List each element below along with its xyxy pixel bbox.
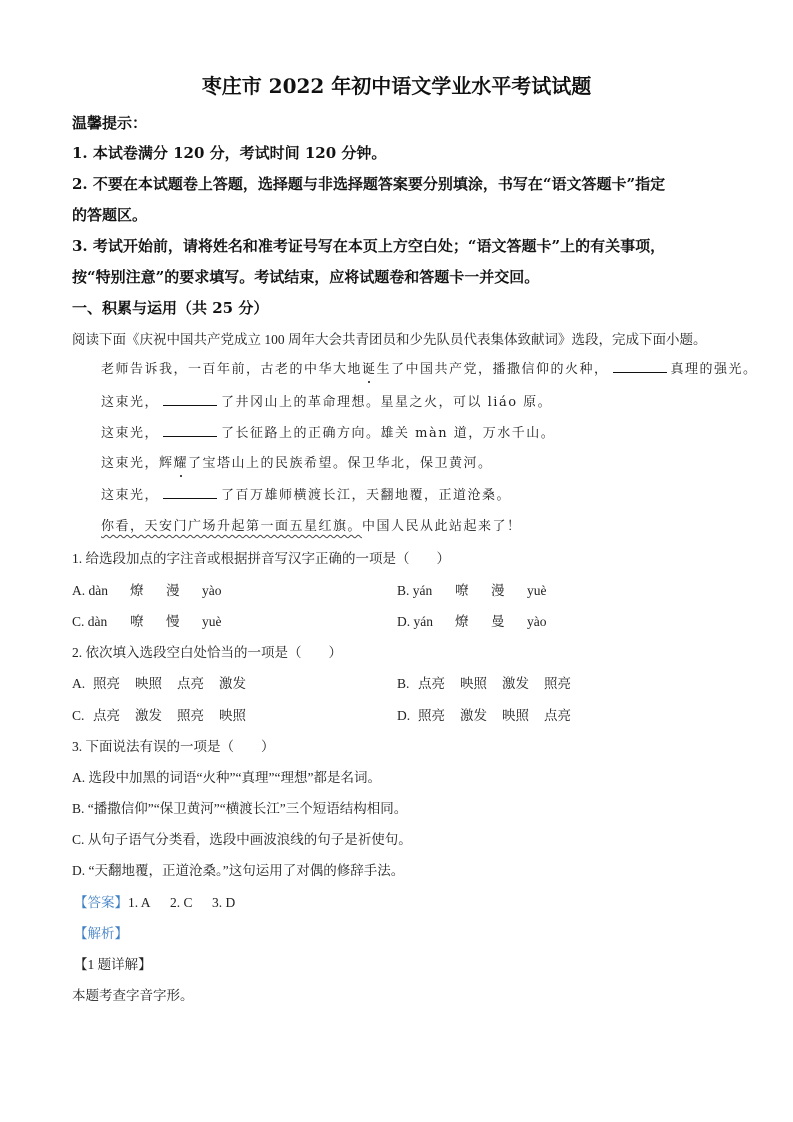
passage-paragraph-6: 你看，天安门广场升起第一面五星红旗。中国人民从此站起来了！ [101, 519, 522, 534]
analysis-label: 【解析】 [74, 926, 128, 941]
notice-item-3: 3. 考试开始前，请将姓名和准考证号写在本页上方空白处；“语文答题卡”上的有关事项， [72, 237, 666, 255]
fill-blank-1 [613, 360, 667, 373]
fill-blank-3 [163, 424, 217, 437]
dotted-char: 耀 [173, 456, 189, 471]
dotted-char: 诞 [362, 362, 377, 377]
q2-option-b: B. 点亮 映照 激发 照亮 [397, 676, 571, 691]
wavy-underlined-sentence: 你看，天安门广场升起第一面五星红旗。 [101, 519, 363, 534]
passage-paragraph-1: 老师告诉我，一百年前，古老的中华大地诞生了中国共产党，播撒信仰的火种， 真理的强光。 [101, 362, 758, 377]
fill-blank-4 [163, 486, 217, 499]
notice-item-2: 2. 不要在本试题卷上答题，选择题与非选择题答案要分别填涂，书写在“语文答题卡”指定 [72, 175, 666, 193]
q1-option-a: A. dàn 燎 漫 yào [72, 583, 222, 598]
notice-item-2-cont: 的答题区。 [72, 206, 148, 224]
passage-paragraph-4: 这束光，辉耀了宝塔山上的民族希望。保卫华北，保卫黄河。 [101, 456, 493, 471]
q3-option-d: D. “天翻地覆，正道沧桑。”这句运用了对偶的修辞手法。 [72, 863, 405, 878]
fill-blank-2 [163, 393, 217, 406]
question-2-stem: 2. 依次填入选段空白处恰当的一项是（ ） [72, 645, 342, 660]
q3-option-c: C. 从句子语气分类看，选段中画波浪线的句子是祈使句。 [72, 832, 412, 847]
detail-text: 本题考查字音字形。 [72, 988, 194, 1003]
passage-intro: 阅读下面《庆祝中国共产党成立 100 周年大会共青团员和少先队员代表集体致献词》选段，完成下面小题。 [72, 332, 707, 347]
notice-heading: 温馨提示： [72, 114, 148, 132]
detail-heading: 【1 题详解】 [74, 957, 152, 972]
q1-option-d: D. yán 燎 曼 yào [397, 614, 547, 629]
notice-item-1: 1. 本试卷满分 120 分，考试时间 120 分钟。 [72, 144, 387, 162]
q2-option-c: C. 点亮 激发 照亮 映照 [72, 708, 246, 723]
q2-option-d: D. 照亮 激发 映照 点亮 [397, 708, 571, 723]
q2-option-a: A. 照亮 映照 点亮 激发 [72, 676, 246, 691]
passage-paragraph-5: 这束光， 了百万雄师横渡长江，天翻地覆，正道沧桑。 [101, 488, 512, 503]
page-title: 枣庄市 2022 年初中语文学业水平考试试题 [201, 74, 592, 98]
notice-item-3-cont: 按“特别注意”的要求填写。考试结束，应将试题卷和答题卡一并交回。 [72, 268, 540, 286]
q1-option-c: C. dàn 嘹 慢 yuè [72, 614, 222, 629]
q3-option-a: A. 选段中加黑的词语“火种”“真理”“理想”都是名词。 [72, 770, 381, 785]
section-heading: 一、积累与运用（共 25 分） [72, 299, 269, 317]
passage-paragraph-2: 这束光， 了井冈山上的革命理想。星星之火，可以 liáo 原。 [101, 395, 553, 410]
question-3-stem: 3. 下面说法有误的一项是（ ） [72, 739, 275, 754]
answer-line: 【答案】1. A 2. C 3. D [74, 895, 236, 910]
question-1-stem: 1. 给选段加点的字注音或根据拼音写汉字正确的一项是（ ） [72, 551, 450, 566]
q3-option-b: B. “播撒信仰”“保卫黄河”“横渡长江”三个短语结构相同。 [72, 801, 408, 816]
passage-paragraph-3: 这束光， 了长征路上的正确方向。雄关 màn 道，万水千山。 [101, 426, 556, 441]
answer-label: 【答案】 [74, 895, 128, 910]
q1-option-b: B. yán 嘹 漫 yuè [397, 583, 547, 598]
